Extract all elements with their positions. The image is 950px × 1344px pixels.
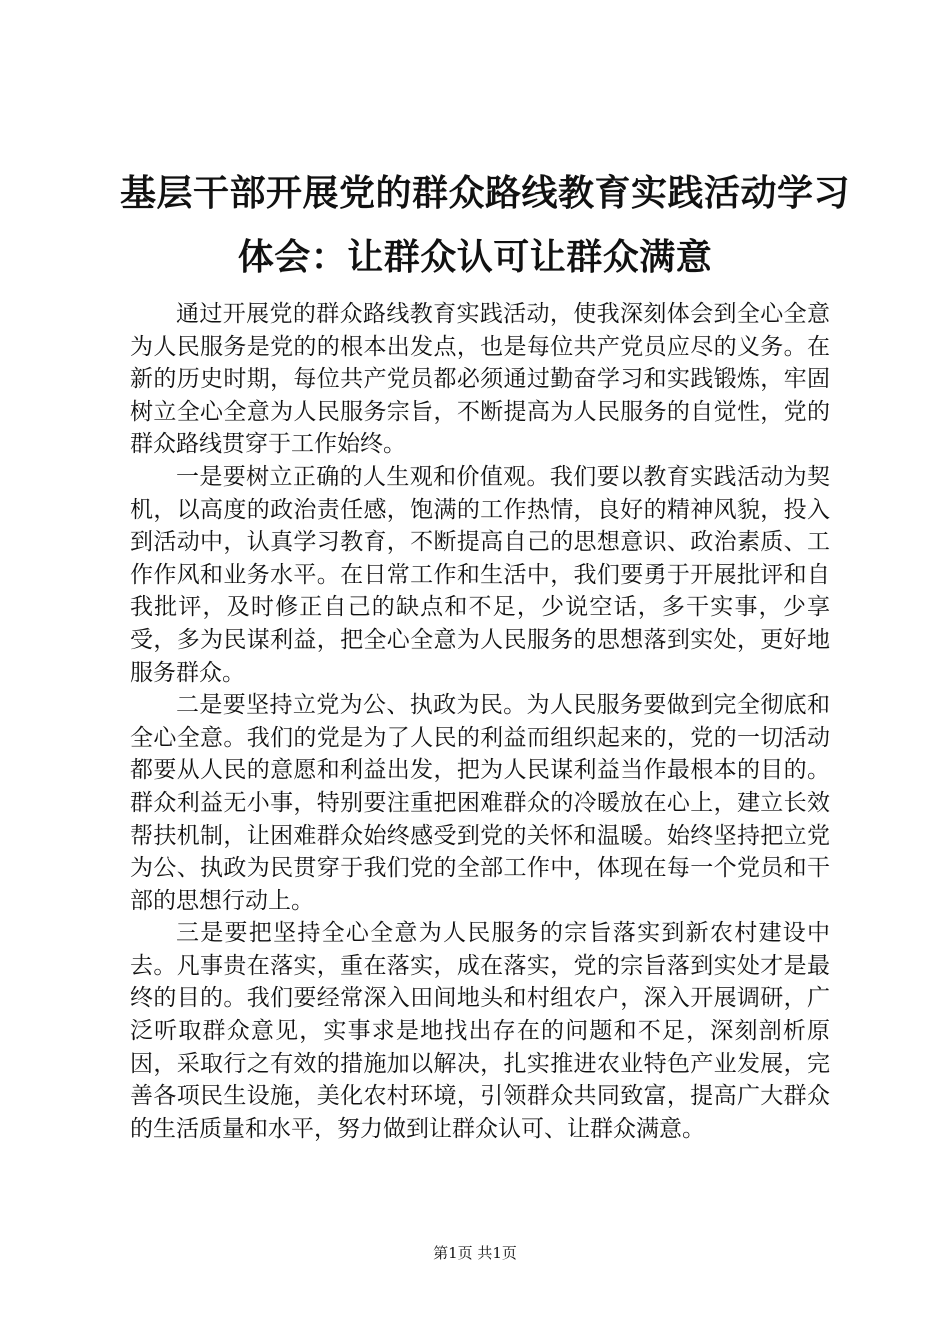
paragraph-intro: 通过开展党的群众路线教育实践活动，使我深刻体会到全心全意为人民服务是党的的根本出发点，也是每位共产党员应尽的义务。在新的历史时期，每位共产党员都必须通过勤奋学习和实践锻炼，牢固树立全心全意为人民服务宗旨，不断提高为人民服务的自觉性，党的群众路线贯穿于工作始终。 [130,301,830,458]
paragraph-point-3: 三是要把坚持全心全意为人民服务的宗旨落实到新农村建设中去。凡事贵在落实，重在落实，成在落实，党的宗旨落到实处才是最终的目的。我们要经常深入田间地头和村组农户，深入开展调研，广泛听取群众意见，实事求是地找出存在的问题和不足，深刻剖析原因，采取行之有效的措施加以解决，扎实推进农业特色产业发展，完善各项民生设施，美化农村环境，引领群众共同致富，提高广大群众的生活质量和水平，努力做到让群众认可、让群众满意。 [130,920,830,1142]
document-body [130,298,830,1145]
page-number-footer: 第1页 共1页 [433,1244,517,1262]
paragraph-point-2: 二是要坚持立党为公、执政为民。为人民服务要做到完全彻底和全心全意。我们的党是为了人民的利益而组织起来的，党的一切活动都要从人民的意愿和利益出发，把为人民谋利益当作最根本的目的。群众利益无小事，特别要注重把困难群众的冷暖放在心上，建立长效帮扶机制，让困难群众始终感受到党的关怀和温暖。始终坚持把立党为公、执政为民贯穿于我们党的全部工作中，体现在每一个党员和干部的思想行动上。 [130,692,830,914]
document-title [120,162,851,290]
paragraph-point-1: 一是要树立正确的人生观和价值观。我们要以教育实践活动为契机，以高度的政治责任感，饱满的工作热情，良好的精神风貌，投入到活动中，认真学习教育，不断提高自己的思想意识、政治素质、工作作风和业务水平。在日常工作和生活中，我们要勇于开展批评和自我批评，及时修正自己的缺点和不足，少说空话，多干实事，少享受，多为民谋利益，把全心全意为人民服务的思想落到实处，更好地服务群众。 [130,463,830,686]
title-line-2: 体会：让群众认可让群众满意 [237,237,713,278]
title-line-1: 基层干部开展党的群众路线教育实践活动学习 [120,173,851,214]
